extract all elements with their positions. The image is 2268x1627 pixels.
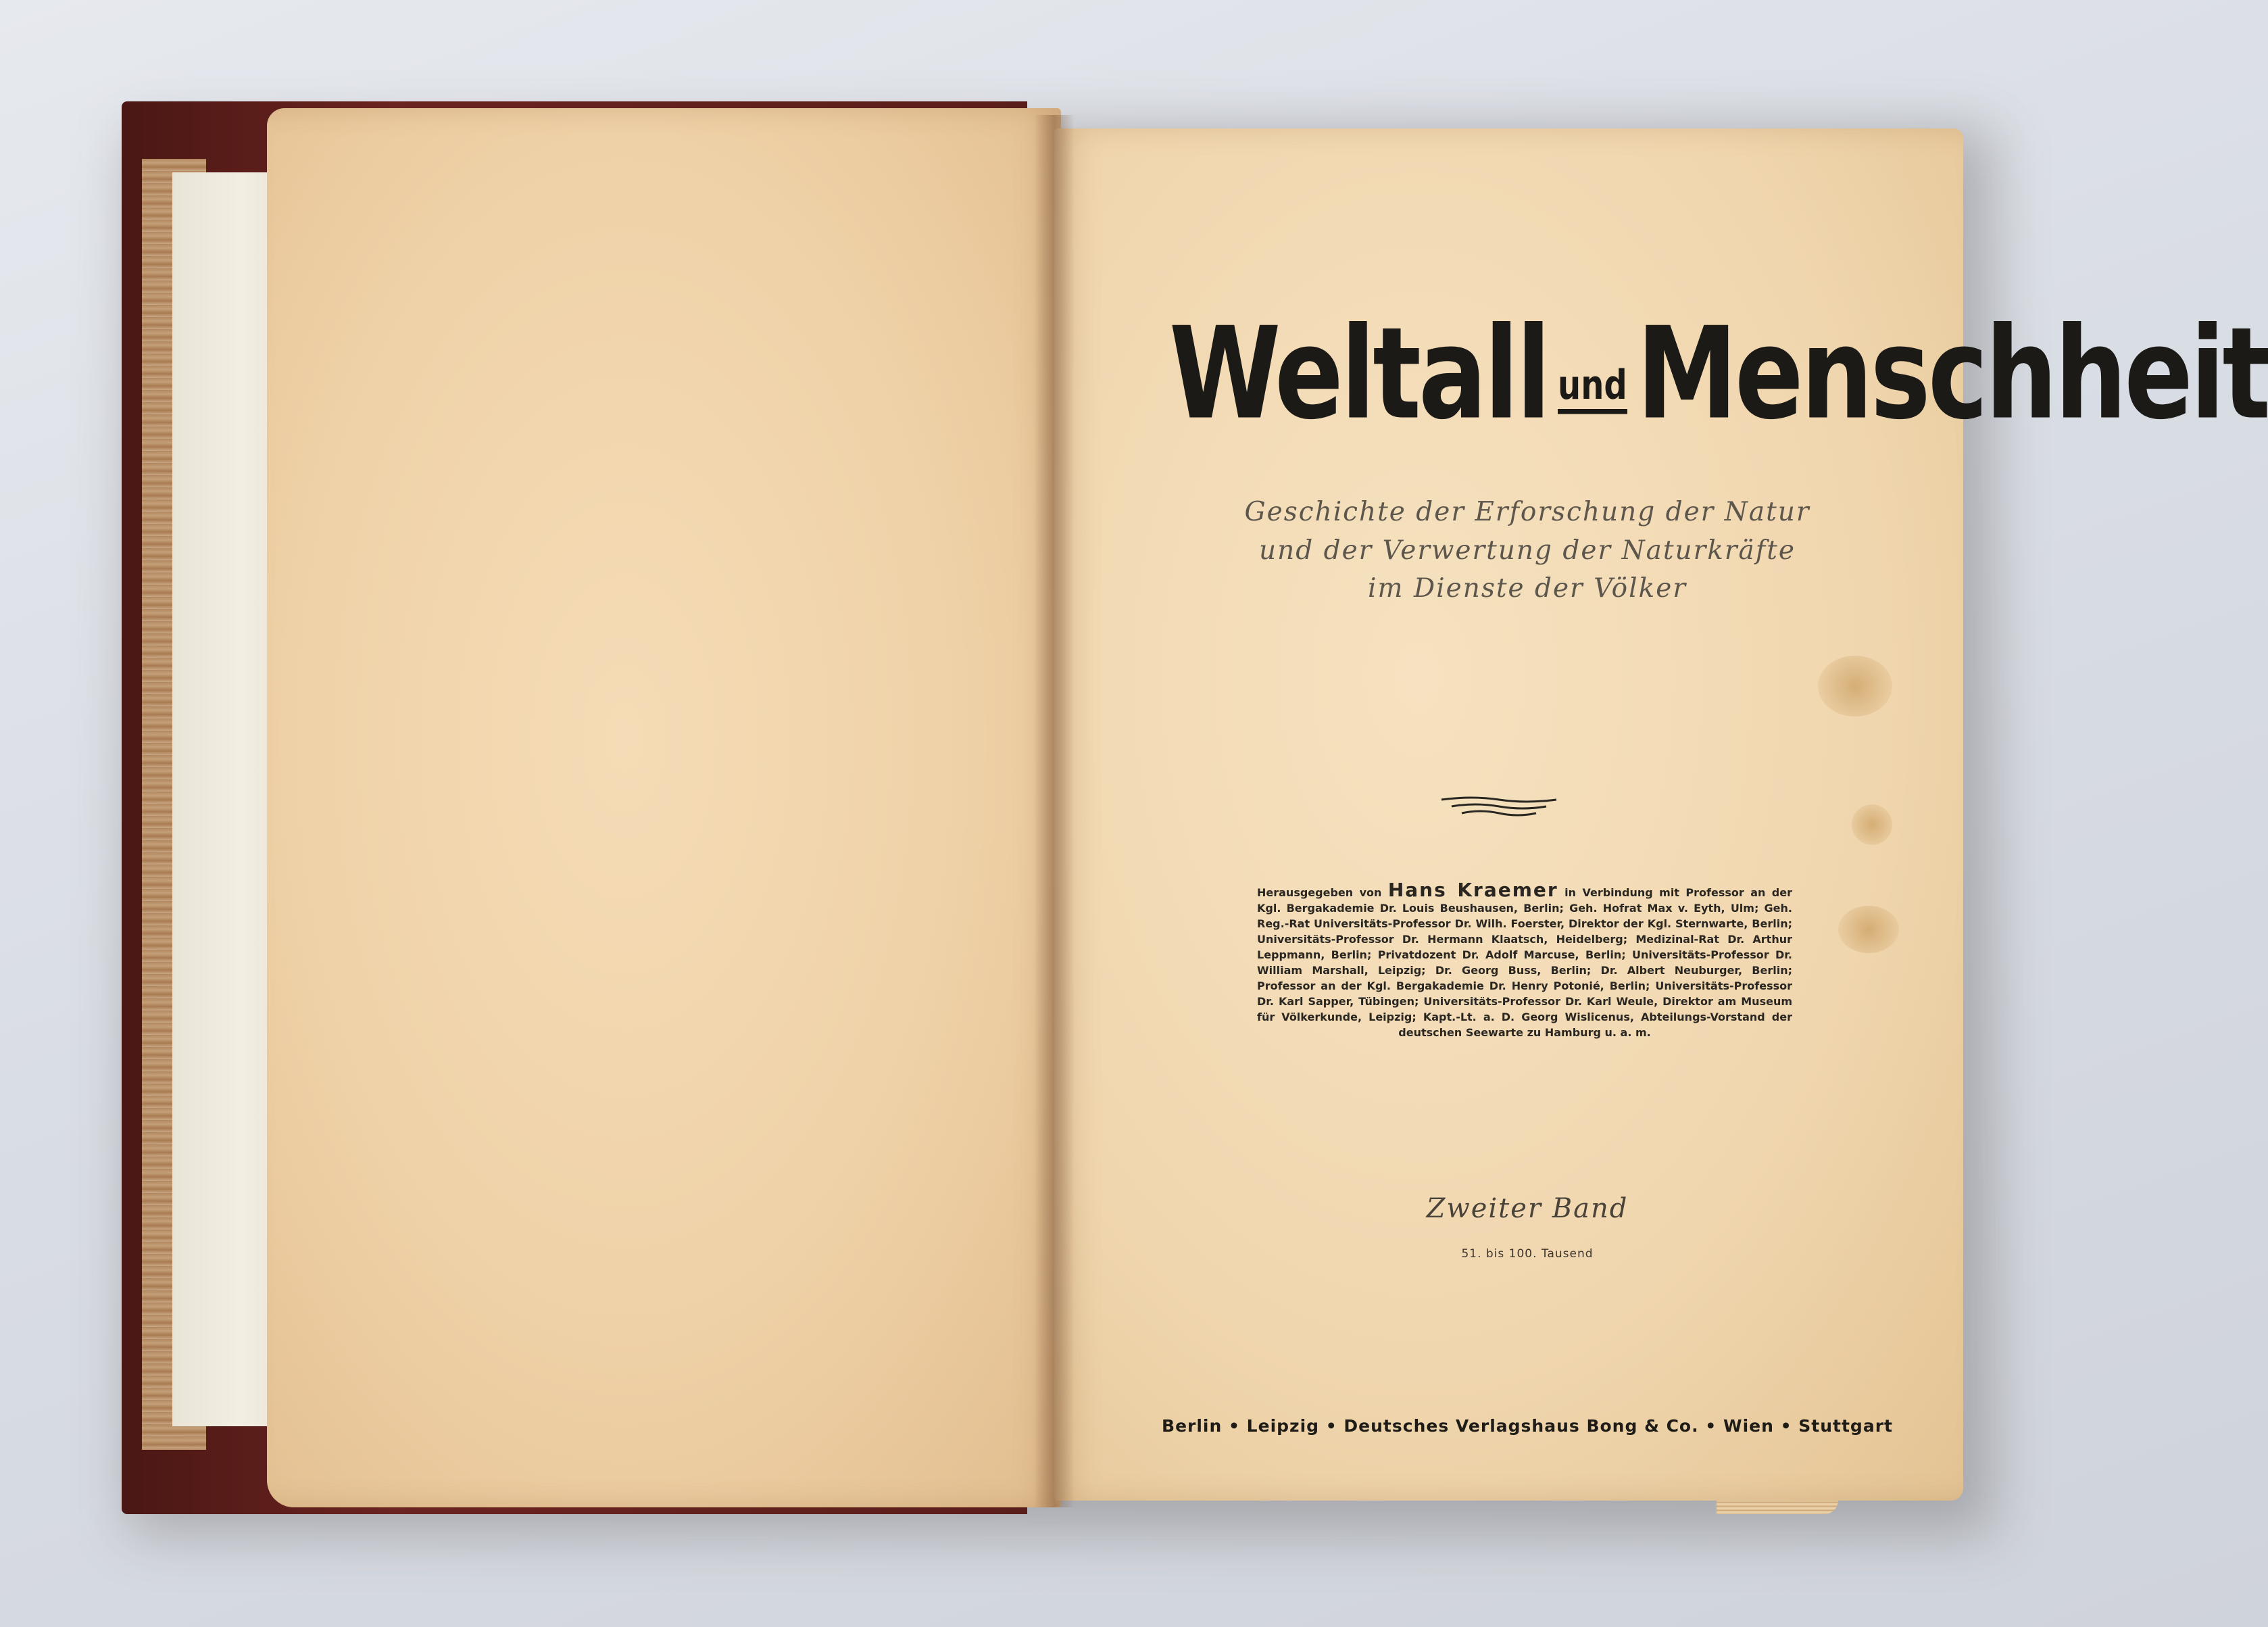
editor-name: Hans Kraemer	[1387, 879, 1558, 901]
contributors-list: in Verbindung mit Professor an der Kgl. Bergakademie Dr. Louis Beushausen, Berlin; Geh. Hofrat Max v. Eyth, Ulm; Geh. Reg.-Rat Universitäts-Professor Dr. Wilh. Foerster, Direktor der Kgl. Sternwarte, Berlin; Universitäts-Professor Dr. Hermann Klaatsch, Heidelberg; Medizinal-Rat Dr. Arthur Leppmann, Berlin; Privatdozent Dr. Adolf Marcuse, Berlin; Universitäts-Professor Dr. William Marshall, Leipzig; Dr. Georg Buss, Berlin; Dr. Albert Neuburger, Berlin; Professor an der Kgl. Bergakademie Dr. Henry Potonié, Berlin; Universitäts-Professor Dr. Karl Sapper, Tübingen; Universitäts-Professor Dr. Karl Weule, Direktor am Museum für Völkerkunde, Leipzig; Kapt.-Lt. a. D. Georg Wislicenus, Abteilungs-Vorstand der deutschen Seewarte zu Hamburg u. a. m.	[1257, 886, 1792, 1039]
edition-label: 51. bis 100. Tausend	[1461, 1247, 1594, 1261]
title-word-weltall: Weltall	[1169, 301, 1549, 448]
left-page-blank	[267, 108, 1061, 1507]
title-word-und: und	[1558, 362, 1627, 414]
foxing-stain	[1838, 906, 1899, 953]
publisher-imprint: Berlin • Leipzig • Deutsches Verlagshaus Bong & Co. • Wien • Stuttgart	[1162, 1416, 1893, 1436]
book-title	[1169, 301, 2268, 448]
editors-block	[1257, 879, 1792, 1040]
subtitle-line: Geschichte der Erforschung der Natur	[1244, 497, 1810, 527]
subtitle-line: und der Verwertung der Naturkräfte	[1259, 535, 1796, 566]
volume-label: Zweiter Band	[1426, 1193, 1629, 1224]
book-subtitle	[1189, 493, 1865, 608]
foxing-stain	[1852, 804, 1892, 845]
book-gutter	[1034, 115, 1075, 1507]
subtitle-line: im Dienste der Völker	[1368, 573, 1687, 604]
editors-prefix: Herausgegeben von	[1257, 886, 1382, 899]
title-word-menschheit: Menschheit	[1636, 301, 2268, 448]
foxing-stain	[1818, 656, 1892, 717]
title-page	[1054, 128, 2268, 1501]
wave-ornament-icon	[1438, 794, 1560, 819]
